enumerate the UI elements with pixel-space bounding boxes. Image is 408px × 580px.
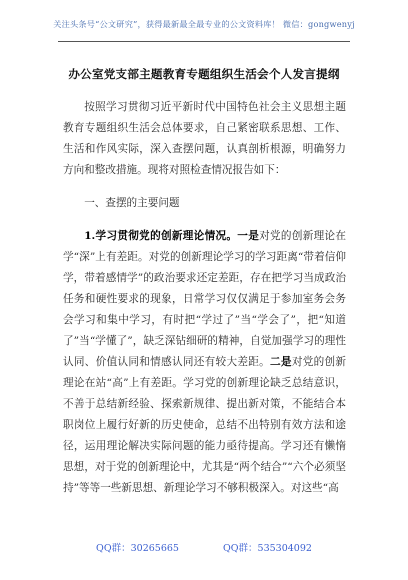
item1-lead-one: 一是 [237,230,260,242]
footer-qq-group-1: QQ群：30265665 [96,543,179,554]
footer-contacts [0,540,408,554]
header-divider [58,41,350,42]
item1-lead-two: 二是 [270,356,292,368]
item1-text [63,226,346,499]
item1-paragraph [63,226,346,499]
intro-paragraph [63,97,346,181]
item1-text-b: 对党的创新理论在站“高”上有差距。学习党的创新理论缺乏总结意识，不善于总结新经验、探索新规律、提出新对策，不能结合本职岗位上履行好新的历史使命，总结不出特别有效方法和途径，运用理论解决实际问题的能力亟待提高。学习还有懒惰思想，对于党的创新理论中，尤其是“两个结合”“六个必须坚持”等等一些新思想、新理论学习不够积极深入。对这些“高 [63,356,347,494]
footer-qq-group-2: QQ群：535304092 [222,543,312,554]
item1-heading: 1.学习贯彻党的创新理论情况。 [84,230,238,242]
document-title: 办公室党支部主题教育专题组织生活会个人发言提纲 [68,67,340,81]
item1-text-a: 对党的创新理论在学“深”上有差距。对党的创新理论学习的学习距离“带着信仰学，带着感情学”的政治要求还定差距，存在把学习当成政治任务和硬性要求的现象，日常学习仅仅满足于参加室务会务会学习和集中学习，有时把“学过了”当“学会了”，把“知道了”当“学懂了”，缺乏深钻细研的精神，自觉加强学习的理性认同、价值认同和情感认同还有较大差距。 [63,230,347,368]
header-note: 关注头条号“公文研究”，获得最新最全最专业的公文资料库！ 微信：gongwenyj [53,19,355,29]
section-heading: 一、查摆的主要问题 [84,197,180,209]
intro-text: 按照学习贯彻习近平新时代中国特色社会主义思想主题教育专题组织生活会总体要求，自己紧密联系思想、工作、生活和作风实际，深入查摆问题，认真剖析根源，明确努力方向和整改措施。现将对照检查情况报告如下： [63,101,346,176]
